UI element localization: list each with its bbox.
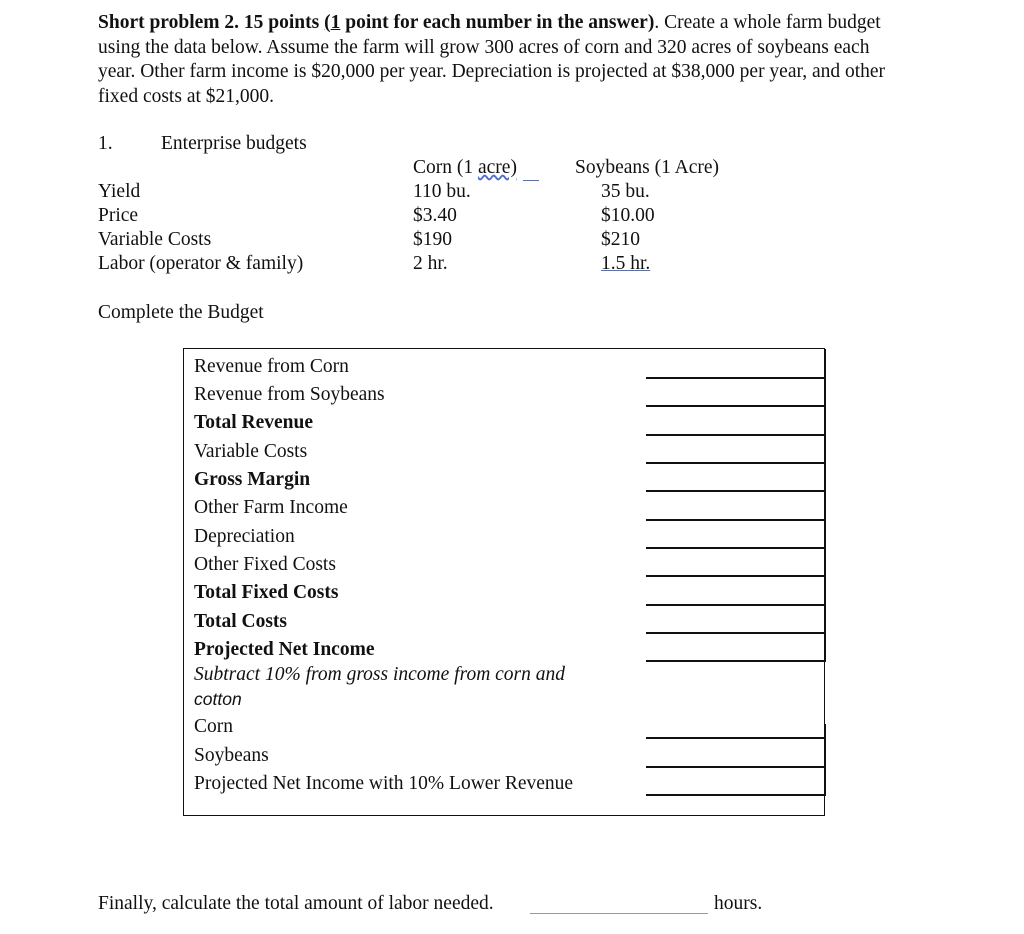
budget-row-projected-net-income: Projected Net Income (194, 639, 375, 660)
corn-price: $3.40 (413, 205, 457, 226)
problem-title: Short problem 2. 15 points (1 point for each number in the answer) (98, 12, 655, 33)
labor-answer-line[interactable] (530, 913, 708, 914)
answer-line-corn[interactable] (646, 737, 826, 739)
corn-yield: 110 bu. (413, 181, 471, 202)
corn-header: Corn (1 acre) (413, 157, 517, 178)
soy-yield: 35 bu. (601, 181, 650, 202)
corn-header-underline (523, 180, 539, 181)
answer-column-edge-lower (824, 724, 826, 796)
price-label: Price (98, 205, 139, 226)
soy-price: $10.00 (601, 205, 655, 226)
budget-row-total-fixed-costs: Total Fixed Costs (194, 582, 339, 603)
budget-row-other-farm-income: Other Farm Income (194, 497, 348, 518)
yield-label: Yield (98, 181, 141, 202)
labor-label: Labor (operator & family) (98, 253, 304, 274)
corn-labor: 2 hr. (413, 253, 448, 274)
hours-unit: hours. (714, 893, 763, 914)
answer-line-other-fixed-costs[interactable] (646, 575, 826, 577)
labor-question: Finally, calculate the total amount of labor needed. (98, 893, 494, 914)
problem-body: . Create a whole farm budget using the data below. Assume the farm will grow 300 acres of corn and 320 acres of soybeans each year. Other farm income is $20,000 per year. Depreciation is projected at $38,000 per year, and other fixed costs at $21,000. (98, 12, 886, 107)
budget-row-depreciation: Depreciation (194, 526, 295, 547)
answer-line-total-costs[interactable] (646, 632, 826, 634)
soy-header: Soybeans (1 Acre) (575, 157, 720, 178)
answer-line-depreciation[interactable] (646, 547, 826, 549)
budget-row-total-costs: Total Costs (194, 611, 288, 632)
budget-table (183, 348, 825, 816)
answer-line-other-farm-income[interactable] (646, 519, 826, 521)
answer-line-projected-net-income-lower[interactable] (646, 794, 826, 796)
answer-line-total-revenue[interactable] (646, 434, 826, 436)
soy-labor: 1.5 hr. (601, 253, 651, 274)
budget-row-revenue-soybeans: Revenue from Soybeans (194, 384, 385, 405)
answer-line-projected-net-income[interactable] (646, 660, 826, 662)
budget-row-variable-costs: Variable Costs (194, 441, 308, 462)
variable-costs-label: Variable Costs (98, 229, 212, 250)
budget-instruction: Subtract 10% from gross income from corn and (194, 664, 566, 685)
budget-row-total-revenue: Total Revenue (194, 412, 313, 433)
budget-row-projected-net-income-lower: Projected Net Income with 10% Lower Revenue (194, 773, 574, 794)
answer-column-edge (824, 349, 826, 661)
answer-line-revenue-corn[interactable] (646, 377, 826, 379)
section-number: 1. (98, 133, 113, 154)
answer-line-gross-margin[interactable] (646, 490, 826, 492)
answer-line-total-fixed-costs[interactable] (646, 604, 826, 606)
answer-line-revenue-soybeans[interactable] (646, 405, 826, 407)
budget-row-revenue-corn: Revenue from Corn (194, 356, 349, 377)
answer-line-variable-costs[interactable] (646, 462, 826, 464)
corn-variable-costs: $190 (413, 229, 452, 250)
section-title: Enterprise budgets (161, 133, 307, 154)
budget-instruction-cont: cotton (194, 689, 242, 709)
complete-budget-label: Complete the Budget (98, 302, 264, 323)
problem-statement (98, 11, 898, 109)
budget-row-other-fixed-costs: Other Fixed Costs (194, 554, 336, 575)
soy-variable-costs: $210 (601, 229, 640, 250)
budget-row-soybeans: Soybeans (194, 745, 269, 766)
answer-line-soybeans[interactable] (646, 766, 826, 768)
budget-row-gross-margin: Gross Margin (194, 469, 311, 490)
budget-row-corn: Corn (194, 716, 233, 737)
